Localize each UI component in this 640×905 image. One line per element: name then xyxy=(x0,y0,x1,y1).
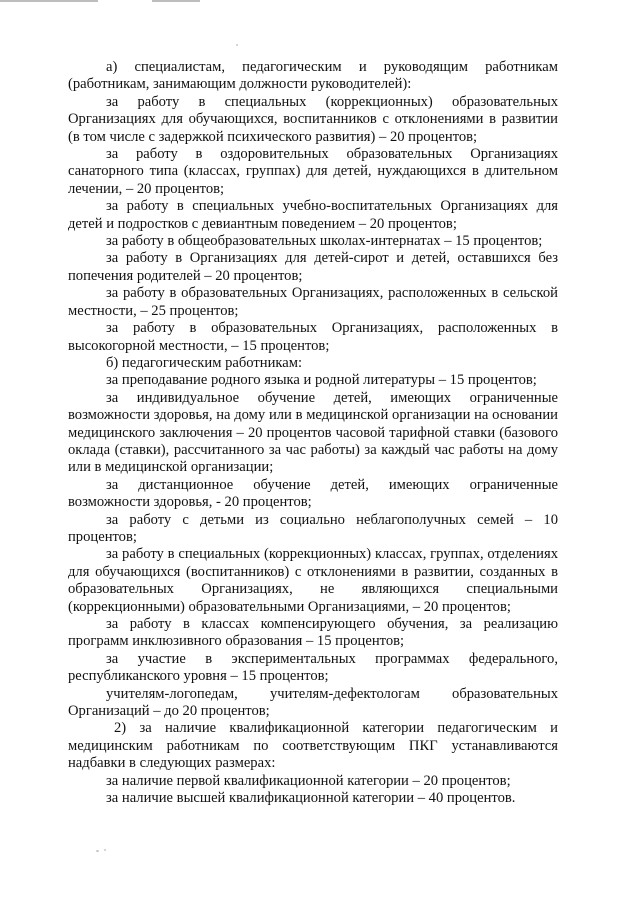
scan-speck xyxy=(96,850,99,852)
paragraph: за работу в Организациях для детей-сирот и детей, оставшихся без попечения родителей – 20 процентов; xyxy=(68,250,558,284)
paragraph: за дистанционное обучение детей, имеющих ограниченные возможности здоровья, - 20 процентов; xyxy=(68,476,558,511)
paragraph: за работу в образовательных Организациях, расположенных в высокогорной местности, – 15 процентов; xyxy=(68,320,558,354)
paragraph-a-heading: а) специалистам, педагогическим и руководящим работникам (работникам, занимающим должности руководителей): xyxy=(68,59,558,93)
scan-speck xyxy=(236,44,238,46)
paragraph: за работу в оздоровительных образовательных Организациях санаторного типа (классах, группах) для детей, нуждающихся в длительном лечении, – 20 процентов; xyxy=(68,146,558,197)
scan-edge-mark xyxy=(0,0,98,2)
scan-edge-mark xyxy=(152,0,200,2)
paragraph: за работу в специальных учебно-воспитательных Организациях для детей и подростков с девиантным поведением – 20 процентов; xyxy=(68,198,558,232)
paragraph: учителям-логопедам, учителям-дефектологам образовательных Организаций – до 20 процентов; xyxy=(68,685,558,720)
paragraph: за работу в специальных (коррекционных) классах, группах, отделениях для обучающихся (воспитанников) с отклонениями в развитии, созданных в образовательных Организациях, не являющихся специальными (коррекционными) образовательными Организациями, – 20 процентов; xyxy=(68,546,558,615)
paragraph: за работу в специальных (коррекционных) образовательных Организациях для обучающихся, воспитанников с отклонениями в развитии (в том числе с задержкой психического развития) – 20 процентов; xyxy=(68,93,558,145)
paragraph: за наличие высшей квалификационной категории – 40 процентов. xyxy=(106,790,516,807)
paragraph-b-heading: б) педагогическим работникам: xyxy=(106,354,303,371)
paragraph: за работу в образовательных Организациях, расположенных в сельской местности, – 25 процентов; xyxy=(68,285,558,319)
paragraph: за преподавание родного языка и родной литературы – 15 процентов; xyxy=(106,372,537,389)
paragraph: за наличие первой квалификационной категории – 20 процентов; xyxy=(106,772,511,789)
paragraph: за участие в экспериментальных программах федерального, республиканского уровня – 15 процентов; xyxy=(68,650,558,685)
scan-speck xyxy=(104,849,106,851)
paragraph: за работу с детьми из социально неблагополучных семей – 10 процентов; xyxy=(68,511,558,545)
paragraph: за работу в классах компенсирующего обучения, за реализацию программ инклюзивного образования – 15 процентов; xyxy=(68,616,558,650)
document-body xyxy=(68,59,558,807)
paragraph: за работу в общеобразовательных школах-интернатах – 15 процентов; xyxy=(106,233,543,250)
paragraph: за индивидуальное обучение детей, имеющих ограниченные возможности здоровья, на дому или в медицинской организации на основании медицинского заключения – 20 процентов часовой тарифной ставки (базового оклада (ставки), рассчитанного за час работы) за каждый час работы на дому или в медицинской организации; xyxy=(68,389,558,476)
paragraph-2-heading: 2) за наличие квалификационной категории педагогическим и медицинским работникам по соответствующим ПКГ устанавливаются надбавки в следующих размерах: xyxy=(68,720,558,772)
